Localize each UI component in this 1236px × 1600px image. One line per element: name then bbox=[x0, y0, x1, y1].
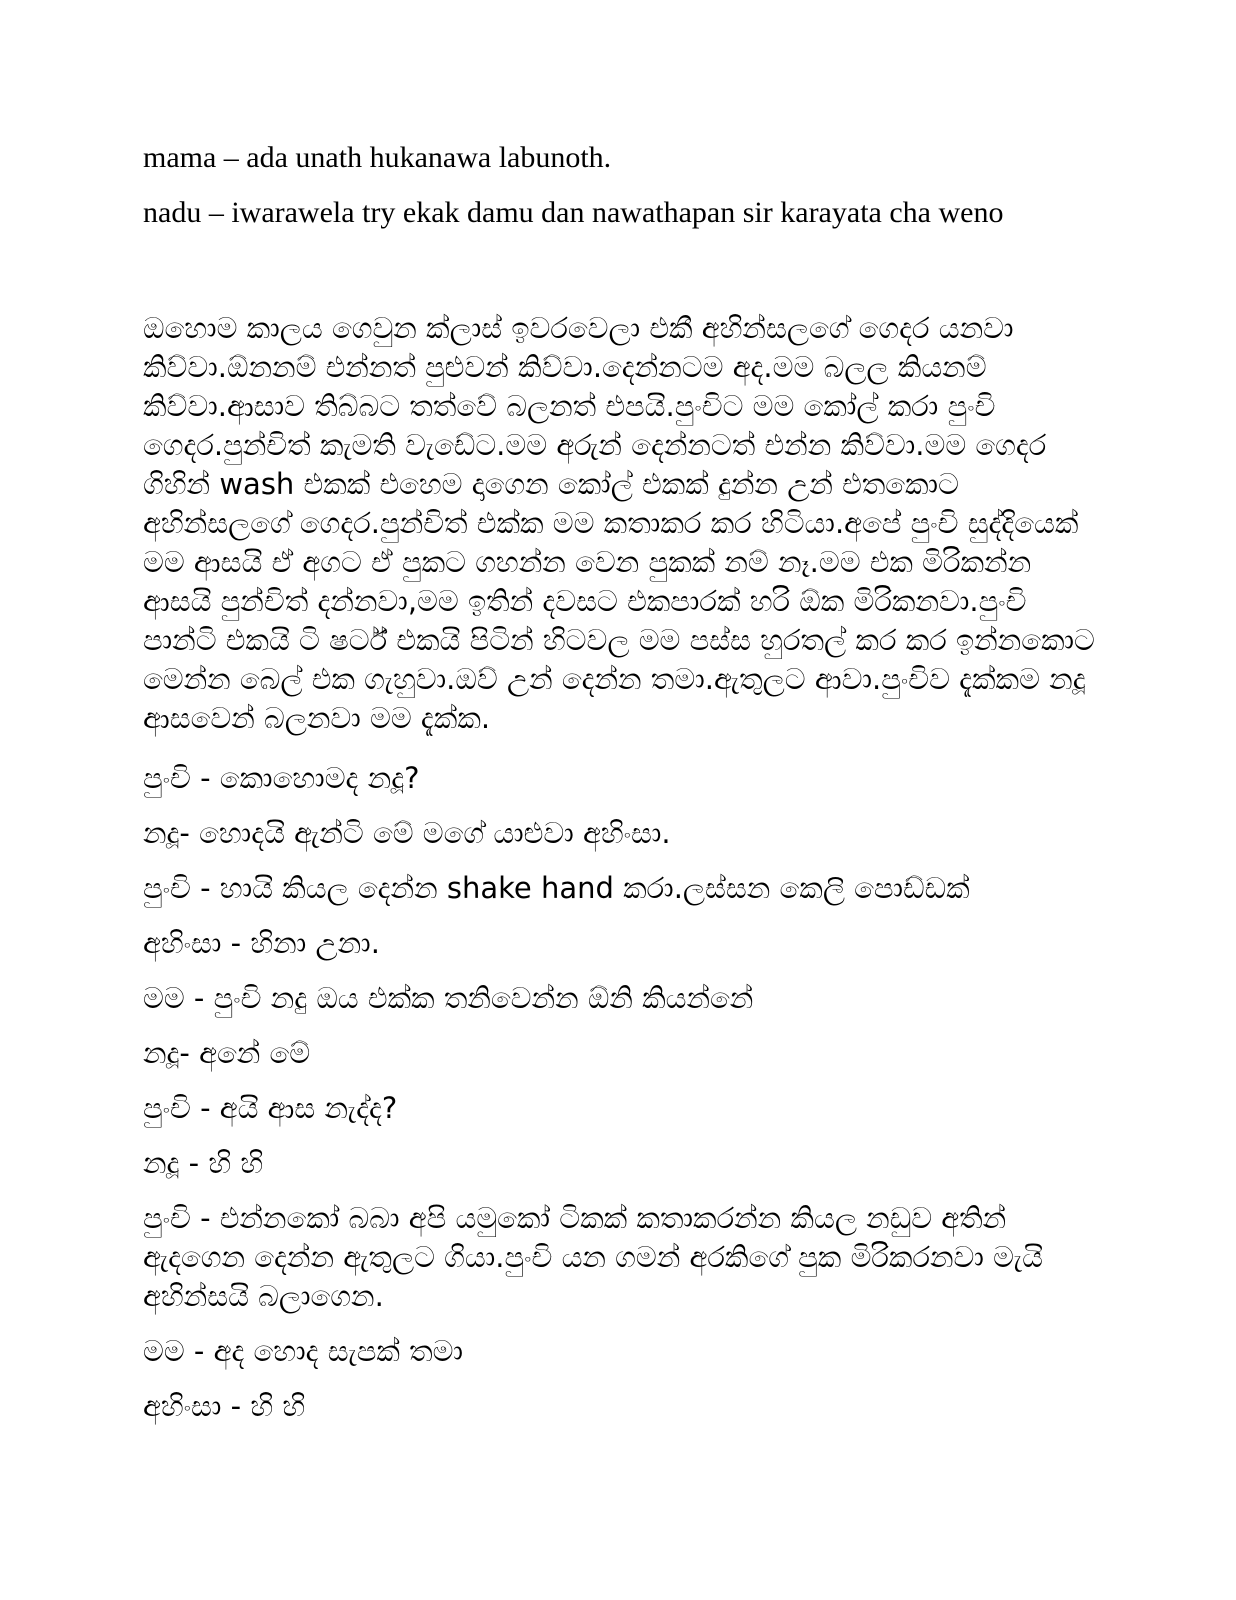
dialogue-line: අහිංසා - හි හි bbox=[143, 1389, 306, 1423]
dialogue-line: මම - පුංචි නදු ඔය එක්ක තනිවෙන්න ඕනි කියන්නේ bbox=[143, 981, 754, 1015]
dialogue-line: මම - අද හොද සැපක් තමා bbox=[143, 1334, 464, 1368]
dialogue-line: පුංචි - අයි ආස නැද්ද? bbox=[143, 1091, 398, 1125]
narrative-paragraph: ඔහොම කාලය ගෙවුන ක්ලාස් ඉවරවෙලා එකී අහින්සලගේ ගෙදර යනවා කිව්වා.ඕනනම් එන්නත් පුළුවන් කිව්වා.දෙන්නටම අද.මම බලල කියනම් කිව්වා.ආසාව තිබ්බට තත්වේ බලනත් එපයි.පුංචිට මම කෝල් කරා පුංචි ගෙදර.පුන්චිත් කැමති වැඩේට.මම අරුන් දෙන්නටත් එන්න කිව්වා.මම ගෙදර ගිහින් wash එකක් එහෙම දාගෙන කෝල් එකක් දුන්න උන් එතකොට අහින්සලගේ ගෙදර.පුන්චිත් එක්ක මම කතාකර කර හිටියා.අපේ පුංචි සුද්දියෙක් මම ආසයි ඒ අගට ඒ පුකට ගහන්න වෙන පුකක් නම් නෑ.මම එක මිරිකන්න ආසයි පුන්චිත් දන්නවා,මම ඉතින් දවසට එකපාරක් හරි ඕක මිරිකනවා.පුංචි පාන්ටි එකයි ටි ෂර්ට් එකයි පිටින් හිටවල මම පස්ස හුරතල් කර කර ඉන්නකොට මෙන්න බෙල් එක ගැහුවා.ඔව් උන් දෙන්න තමා.ඇතුලට ආවා.පුංචිව දැක්කම නදූ ආසවෙන් බලනවා මම දැක්ක. bbox=[143, 311, 1095, 735]
dialogue-line: අහිංසා - හිනා උනා. bbox=[143, 926, 380, 960]
dialogue-line: පුංචි - කොහොමද නදූ? bbox=[143, 761, 420, 795]
dialogue-line: නදූ - හි හි bbox=[143, 1146, 264, 1180]
dialogue-section bbox=[143, 759, 1095, 1426]
dialogue-line: පුංචි - එන්නකෝ බබා අපි යමුකෝ ටිකක් කතාකරන්න කියල නඩුව අතින් ඇදගෙන දෙන්න ඇතුලට ගියා.පුංචි යන ගමන් අරකිගේ පුක මිරිකරනවා මැයි අහින්සයි බලාගෙන. bbox=[143, 1201, 1043, 1313]
dialogue-line: නදූ- හොදයි ඇන්ටි මේ මගේ යාළුවා අහිංසා. bbox=[143, 816, 671, 850]
english-note-line-2: nadu – iwarawela try ekak damu dan nawathapan sir karayata cha weno bbox=[143, 196, 1004, 229]
dialogue-line: නදූ- අනේ මේ bbox=[143, 1036, 311, 1070]
document-content bbox=[143, 140, 1095, 1442]
dialogue-line: පුංචි - හායි කියල දෙන්න shake hand කරා.ලස්සන කෙලි පොඩ්ඩක් bbox=[143, 871, 970, 905]
english-note-line-1: mama – ada unath hukanawa labunoth. bbox=[143, 141, 612, 174]
